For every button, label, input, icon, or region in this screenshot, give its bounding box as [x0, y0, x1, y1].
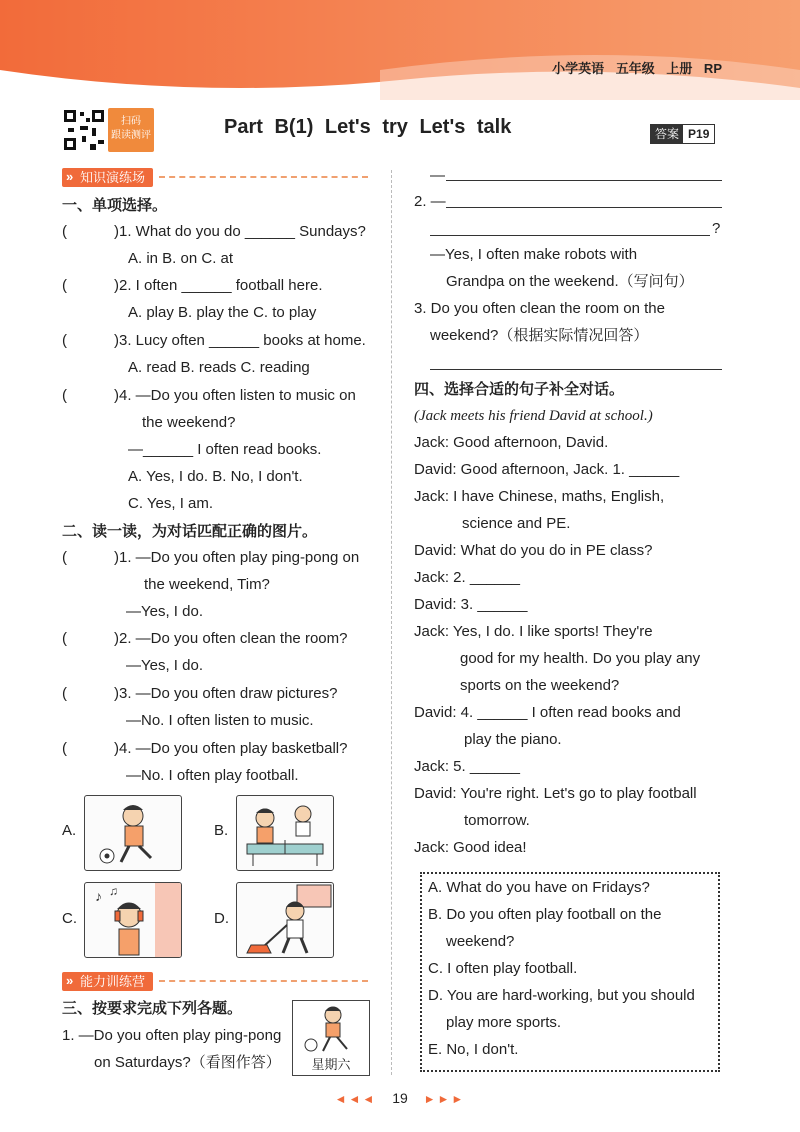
section-knowledge-label: » 知识演练场 — [62, 168, 153, 187]
dialogue-line-10: David: You're right. Let's go to play football — [414, 785, 697, 802]
match-1-answer: —Yes, I do. — [126, 603, 203, 620]
match-4: ( )4. —Do you often play basketball? — [62, 740, 348, 757]
section-ability-label: » 能力训练营 — [62, 972, 153, 991]
question-1-options: A. in B. on C. at — [128, 250, 234, 267]
scan-text-sub: 跟读测评 — [111, 130, 151, 141]
task-1-answer-dash: — — [430, 167, 445, 184]
question-1: ( )1. What do you do ______ Sundays? — [62, 223, 366, 240]
book-meta: 小学英语 五年级 上册 RP — [552, 61, 722, 76]
question-4-options-2: C. Yes, I am. — [128, 495, 214, 512]
dialogue-line-4: David: What do you do in PE class? — [414, 542, 653, 559]
svg-text:♫: ♫ — [109, 884, 118, 898]
task-3: 3. Do you often clean the room on the — [414, 300, 665, 317]
dialogue-line-6: David: 3. ______ — [414, 596, 528, 613]
page-footer — [0, 1090, 800, 1106]
picture-d-cleaning — [236, 882, 334, 958]
scan-text: 扫码 — [121, 116, 141, 127]
page-number: 19 — [392, 1090, 408, 1106]
qr-code-icon[interactable] — [62, 108, 106, 152]
task-2-label: 2. — — [414, 193, 446, 210]
question-3-options: A. read B. reads C. reading — [128, 359, 310, 376]
answer-key-badge[interactable] — [650, 124, 715, 144]
page-title: Part B(1) Let's try Let's talk — [224, 116, 512, 138]
option-b: B. Do you often play football on the — [428, 906, 662, 923]
match-1: ( )1. —Do you often play ping-pong on — [62, 549, 360, 566]
picture-day-label: 星期六 — [311, 1057, 351, 1072]
task-2-question-mark: ? — [712, 220, 721, 237]
section-2-title: 二、读一读，为对话匹配正确的图片。 — [62, 523, 318, 540]
match-2-answer: —Yes, I do. — [126, 657, 203, 674]
section-4-title: 四、选择合适的句子补全对话。 — [414, 381, 625, 398]
match-2: ( )2. —Do you often clean the room? — [62, 630, 348, 647]
divider — [159, 176, 368, 178]
dialogue-line-11: Jack: Good idea! — [414, 839, 527, 856]
option-b-cont: weekend? — [446, 933, 515, 950]
match-1-cont: the weekend, Tim? — [144, 576, 270, 593]
task-1-cont: on Saturdays?（看图作答） — [94, 1054, 281, 1071]
dialogue-line-9: Jack: 5. ______ — [414, 758, 520, 775]
option-d-cont: play more sports. — [446, 1014, 562, 1031]
picture-a-football — [84, 795, 182, 871]
dialogue-line-3: Jack: I have Chinese, maths, English, — [414, 488, 665, 505]
dialogue-line-7: Jack: Yes, I do. I like sports! They're — [414, 623, 653, 640]
column-divider — [391, 170, 392, 1075]
section-ability — [62, 972, 368, 990]
dialogue-line-7-cont: good for my health. Do you play any — [460, 650, 701, 667]
section-knowledge — [62, 168, 368, 186]
task-2-answer-line-2[interactable] — [430, 235, 710, 236]
prev-arrows-icon[interactable]: ◄◄◄ — [334, 1092, 377, 1106]
task-1: 1. —Do you often play ping-pong — [62, 1027, 282, 1044]
question-2-options: A. play B. play the C. to play — [128, 304, 317, 321]
picture-c-music — [84, 882, 182, 958]
task-3-answer-line[interactable] — [430, 369, 722, 370]
dialogue-line-7-cont-2: sports on the weekend? — [460, 677, 620, 694]
football-boy-icon — [293, 1001, 369, 1055]
question-4: ( )4. —Do you often listen to music on — [62, 387, 356, 404]
task-1-answer-line[interactable] — [446, 180, 722, 181]
picture-label-d: D. — [214, 910, 229, 927]
picture-label-c: C. — [62, 910, 77, 927]
task-2-answer-line[interactable] — [446, 207, 722, 208]
dialogue-line-1: Jack: Good afternoon, David. — [414, 434, 609, 451]
question-4-answer: —______ I often read books. — [128, 441, 322, 458]
question-4-cont: the weekend? — [142, 414, 236, 431]
picture-label-b: B. — [214, 822, 229, 839]
dialogue-scene: (Jack meets his friend David at school.) — [414, 408, 653, 424]
task-2-given-answer: —Yes, I often make robots with — [430, 246, 638, 263]
question-2: ( )2. I often ______ football here. — [62, 277, 323, 294]
section-3-title: 三、按要求完成下列各题。 — [62, 1000, 243, 1017]
match-3-answer: —No. I often listen to music. — [126, 712, 314, 729]
dialogue-line-10-cont: tomorrow. — [464, 812, 530, 829]
question-4-options: A. Yes, I do. B. No, I don't. — [128, 468, 303, 485]
picture-label-a: A. — [62, 822, 77, 839]
svg-text:♪: ♪ — [95, 888, 102, 904]
option-c: C. I often play football. — [428, 960, 578, 977]
task-3-cont: weekend?（根据实际情况回答） — [430, 327, 649, 344]
dialogue-line-8-cont: play the piano. — [464, 731, 562, 748]
scan-badge[interactable] — [108, 108, 154, 152]
task-2-given-answer-cont: Grandpa on the weekend.（写问句） — [446, 273, 694, 290]
picture-saturday-football — [292, 1000, 370, 1076]
picture-b-pingpong — [236, 795, 334, 871]
answer-key-page: P19 — [688, 127, 710, 141]
header-banner — [0, 0, 800, 100]
match-3: ( )3. —Do you often draw pictures? — [62, 685, 338, 702]
question-3: ( )3. Lucy often ______ books at home. — [62, 332, 366, 349]
option-e: E. No, I don't. — [428, 1041, 519, 1058]
section-1-title: 一、单项选择。 — [62, 197, 168, 214]
dialogue-line-2: David: Good afternoon, Jack. 1. ______ — [414, 461, 680, 478]
match-4-answer: —No. I often play football. — [126, 767, 299, 784]
dialogue-line-5: Jack: 2. ______ — [414, 569, 520, 586]
option-a: A. What do you have on Fridays? — [428, 879, 650, 896]
dialogue-line-3-cont: science and PE. — [462, 515, 571, 532]
option-d: D. You are hard-working, but you should — [428, 987, 695, 1004]
divider — [159, 980, 368, 982]
dialogue-line-8: David: 4. ______ I often read books and — [414, 704, 681, 721]
answer-key-label: 答案 — [651, 125, 683, 143]
next-arrows-icon[interactable]: ►►► — [423, 1092, 466, 1106]
